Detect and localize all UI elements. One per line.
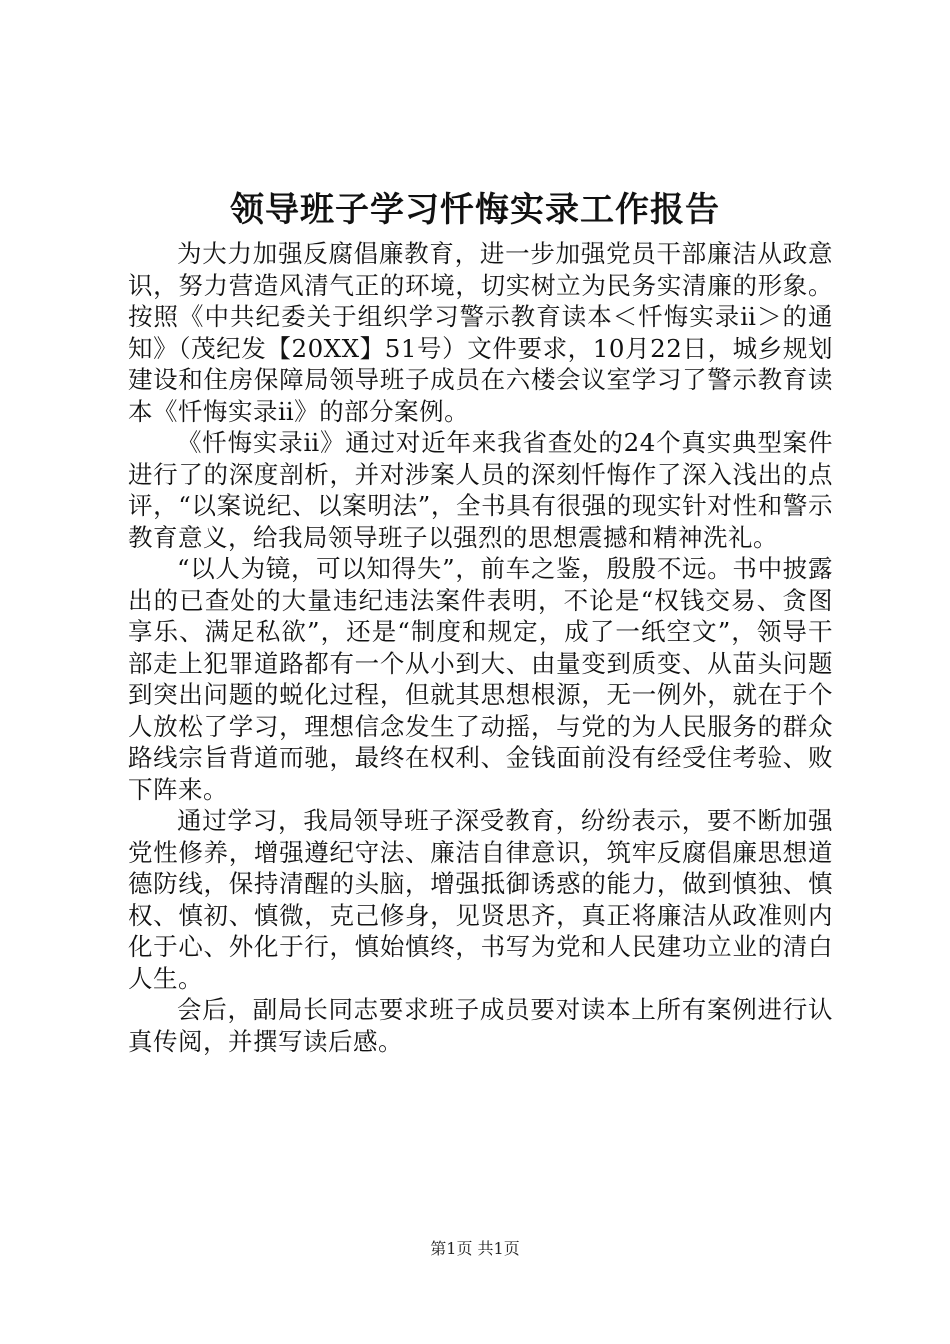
paragraph-3: “以人为镜，可以知得失”，前车之鉴，殷殷不远。书中披露出的已查处的大量违纪违法案件表明，不论是“权钱交易、贪图享乐、满足私欲”，还是“制度和规定，成了一纸空文”，领导干部走上犯罪道路都有一个从小到大、由量变到质变、从苗头问题到突出问题的蜕化过程，但就其思想根源，无一例外，就在于个人放松了学习，理想信念发生了动摇，与党的为人民服务的群众路线宗旨背道而驰，最终在权利、金钱面前没有经受住考验、败下阵来。 (128, 554, 833, 804)
paragraph-4: 通过学习，我局领导班子深受教育，纷纷表示，要不断加强党性修养，增强遵纪守法、廉洁自律意识，筑牢反腐倡廉思想道德防线，保持清醒的头脑，增强抵御诱惑的能力，做到慎独、慎权、慎初、慎微，克己修身，见贤思齐，真正将廉洁从政准则内化于心、外化于行，慎始慎终，书写为党和人民建功立业的清白人生。 (128, 806, 833, 993)
document-title: 领导班子学习忏悔实录工作报告 (230, 190, 720, 230)
page-number-footer: 第1页 共1页 (430, 1239, 520, 1258)
document-body (128, 238, 833, 1057)
paragraph-5: 会后，副局长同志要求班子成员要对读本上所有案例进行认真传阅，并撰写读后感。 (128, 995, 833, 1056)
paragraph-1: 为大力加强反腐倡廉教育，进一步加强党员干部廉洁从政意识，努力营造风清气正的环境，切实树立为民务实清廉的形象。按照《中共纪委关于组织学习警示教育读本＜忏悔实录ⅱ＞的通知》（茂纪发【20XX】51号）文件要求，10月22日，城乡规划建设和住房保障局领导班子成员在六楼会议室学习了警示教育读本《忏悔实录ⅱ》的部分案例。 (128, 239, 833, 426)
paragraph-2: 《忏悔实录ⅱ》通过对近年来我省查处的24个真实典型案件进行了的深度剖析，并对涉案人员的深刻忏悔作了深入浅出的点评，“以案说纪、以案明法”，全书具有很强的现实针对性和警示教育意义，给我局领导班子以强烈的思想震撼和精神洗礼。 (128, 428, 833, 552)
